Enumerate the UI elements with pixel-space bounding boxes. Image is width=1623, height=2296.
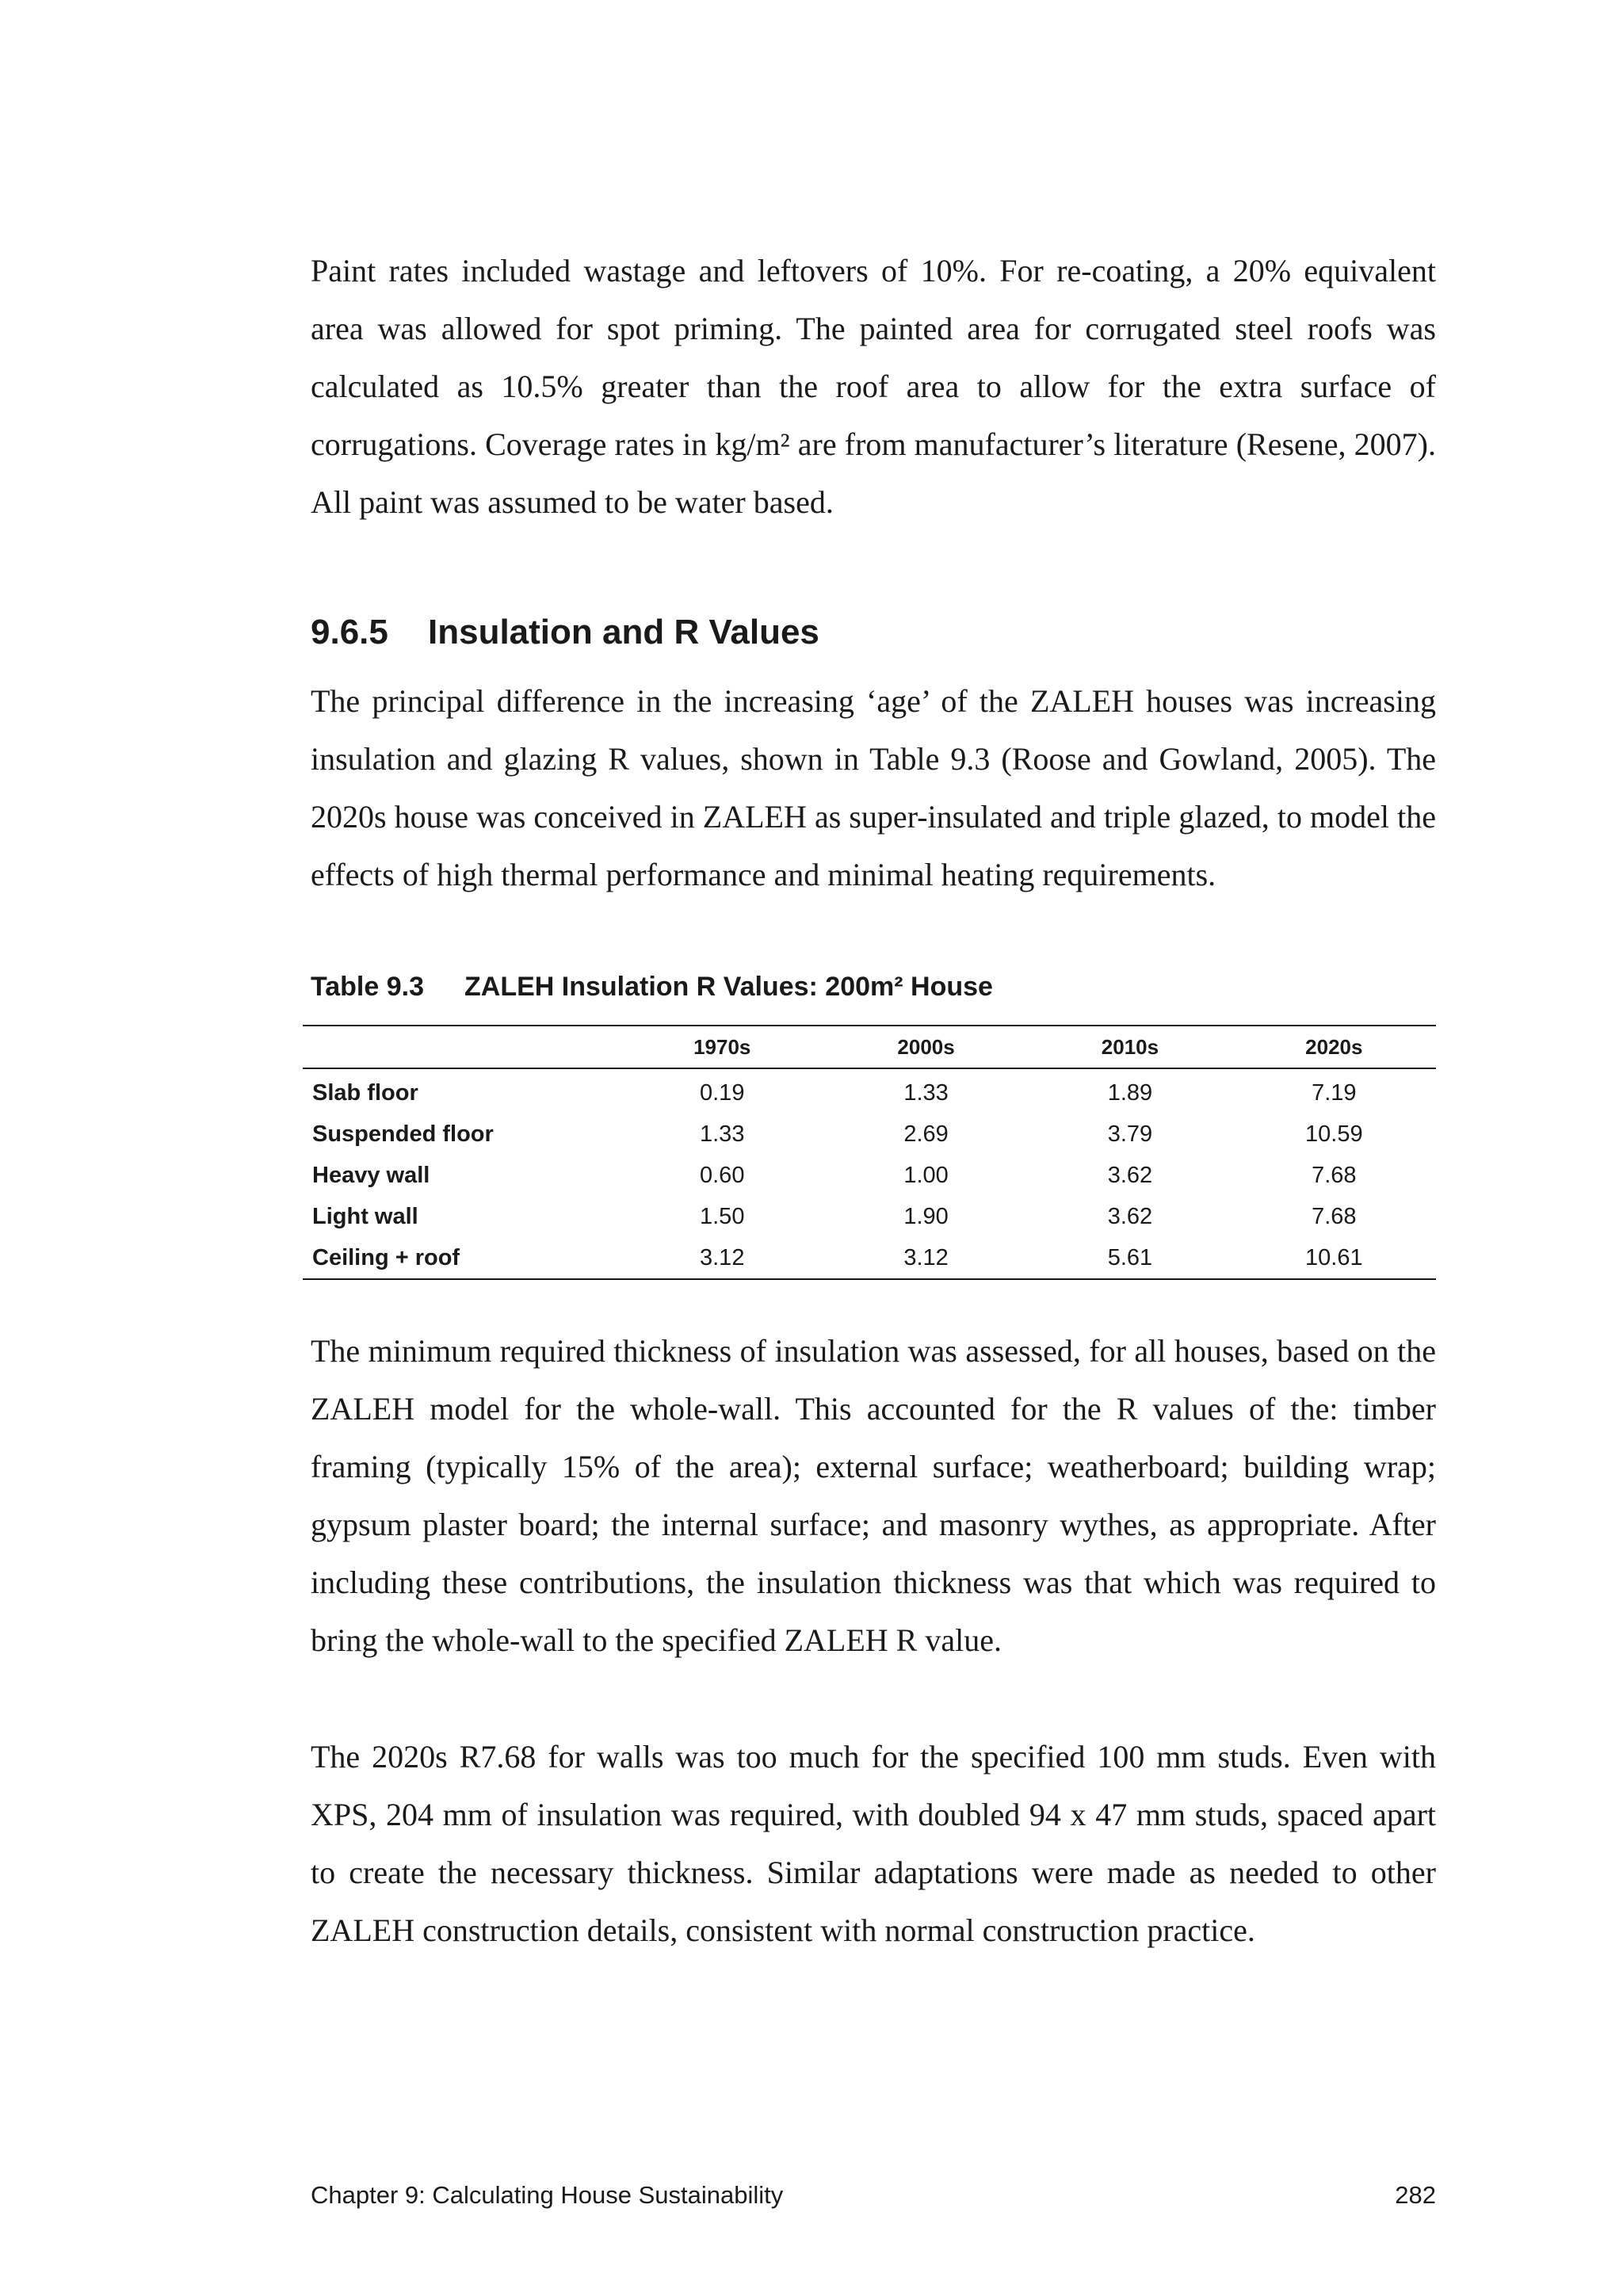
table-cell: 10.61 xyxy=(1305,1244,1363,1270)
table-cell: 3.62 xyxy=(1107,1203,1153,1229)
r-values-table xyxy=(303,1025,1436,1280)
section-number: 9.6.5 xyxy=(311,613,388,651)
table-header-2000s: 2000s xyxy=(897,1034,955,1059)
walls-2020s-paragraph: The 2020s R7.68 for walls was too much for the specified 100 mm studs. Even with XPS, 204 mm of insulation was required, with doubled 94 x 47 mm studs, spaced apart to create the necessary thickness. Similar adaptations were made as needed to other ZALEH construction details, consistent with normal construction practice. xyxy=(311,1739,1436,1948)
table-row xyxy=(303,1155,1436,1196)
table-cell: 1.00 xyxy=(903,1162,949,1188)
table-cell: 0.60 xyxy=(700,1162,745,1188)
thickness-paragraph: The minimum required thickness of insulation was assessed, for all houses, based on the ZALEH model for the whole-wall. This accounted for the R values of the: timber framing (typically 15% of the area); external surface; weatherboard; building wrap; gypsum plaster board; the internal surface; and masonry wythes, as appropriate. After including these contributions, the insulation thickness was that which was required to bring the whole-wall to the specified ZALEH R value. xyxy=(311,1333,1436,1658)
footer-page-number: 282 xyxy=(1395,2181,1436,2209)
insulation-intro-paragraph: The principal difference in the increasing ‘age’ of the ZALEH houses was increasing insulation and glazing R values, shown in Table 9.3 (Roose and Gowland, 2005). The 2020s house was conceived in ZALEH as super-insulated and triple glazed, to model the effects of high thermal performance and minimal heating requirements. xyxy=(311,683,1436,892)
table-cell: 7.19 xyxy=(1312,1079,1357,1106)
table-row xyxy=(303,1237,1436,1279)
paint-paragraph: Paint rates included wastage and leftovers of 10%. For re-coating, a 20% equivalent area was allowed for spot priming. The painted area for corrugated steel roofs was calculated as 10.5% greater than the roof area to allow for the extra surface of corrugations. Coverage rates in kg/m² are from manufacturer’s literature (Resene, 2007). All paint was assumed to be water based. xyxy=(311,253,1436,520)
table-row xyxy=(303,1196,1436,1237)
table-cell: 7.68 xyxy=(1312,1162,1357,1188)
section-heading xyxy=(311,609,819,656)
table-header-empty xyxy=(303,1026,621,1068)
table-cell: 5.61 xyxy=(1107,1244,1153,1270)
table-caption xyxy=(311,968,993,1005)
table-cell: 1.33 xyxy=(903,1079,949,1106)
table-cell: 3.79 xyxy=(1107,1121,1153,1147)
table-cell: 1.90 xyxy=(903,1203,949,1229)
table-header-1970s: 1970s xyxy=(693,1034,751,1059)
table-cell: 0.19 xyxy=(700,1079,745,1106)
row-label: Suspended floor xyxy=(312,1121,494,1147)
section-title: Insulation and R Values xyxy=(428,613,819,651)
document-page xyxy=(311,0,1436,2296)
row-label: Light wall xyxy=(312,1203,418,1229)
table-cell: 1.50 xyxy=(700,1203,745,1229)
table-title: ZALEH Insulation R Values: 200m² House xyxy=(464,972,993,1002)
table-header-row xyxy=(303,1026,1436,1068)
table-row xyxy=(303,1114,1436,1155)
table-header-2020s: 2020s xyxy=(1305,1034,1363,1059)
table-cell: 2.69 xyxy=(903,1121,949,1147)
table-cell: 1.33 xyxy=(700,1121,745,1147)
row-label: Ceiling + roof xyxy=(312,1244,460,1270)
table-row xyxy=(303,1068,1436,1114)
row-label: Heavy wall xyxy=(312,1162,430,1188)
row-label: Slab floor xyxy=(312,1079,418,1106)
table-cell: 3.12 xyxy=(700,1244,745,1270)
table-cell: 7.68 xyxy=(1312,1203,1357,1229)
table-cell: 10.59 xyxy=(1305,1121,1363,1147)
table-label: Table 9.3 xyxy=(311,972,424,1002)
table-cell: 3.12 xyxy=(903,1244,949,1270)
table-header-2010s: 2010s xyxy=(1101,1034,1159,1059)
table-cell: 3.62 xyxy=(1107,1162,1153,1188)
table-cell: 1.89 xyxy=(1107,1079,1153,1106)
footer-chapter-title: Chapter 9: Calculating House Sustainability xyxy=(311,2181,784,2209)
